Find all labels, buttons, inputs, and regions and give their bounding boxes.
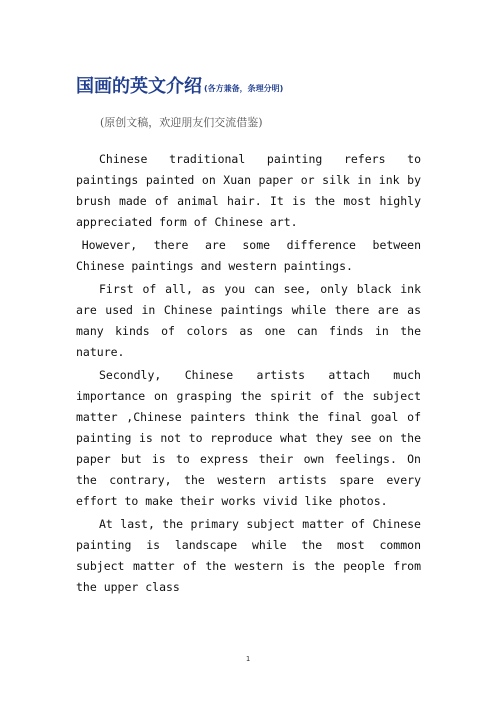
- paragraph-3: First of all, as you can see, only black ink are used in Chinese paintings while there are as many kinds of colors as one can finds in the nature.: [76, 282, 421, 359]
- page-number: 1: [245, 655, 251, 663]
- title-suffix: (各方兼备，条理分明): [204, 84, 284, 93]
- document-title: [76, 76, 436, 100]
- paragraph-2: However, there are some difference between Chinese paintings and western paintings.: [76, 238, 421, 273]
- title-text: 国画的英文介绍: [76, 76, 202, 97]
- paragraph-4: Secondly, Chinese artists attach much importance on grasping the spirit of the subject matter ,Chinese painters think the final goal of painting is not to reproduce what they see on the paper but is to express their own feelings. On the contrary, the western artists spare every effort to make their works vivid like photos.: [76, 368, 421, 508]
- paragraph-5: At last, the primary subject matter of Chinese painting is landscape while the most common subject matter of the western is the people from the upper class: [76, 517, 421, 594]
- source-note: (原创文稿，欢迎朋友们交流借鉴): [100, 116, 263, 129]
- paragraph-1: Chinese traditional painting refers to paintings painted on Xuan paper or silk in ink by brush made of animal hair. It is the most highly appreciated form of Chinese art.: [76, 152, 421, 229]
- document-body: [76, 149, 421, 600]
